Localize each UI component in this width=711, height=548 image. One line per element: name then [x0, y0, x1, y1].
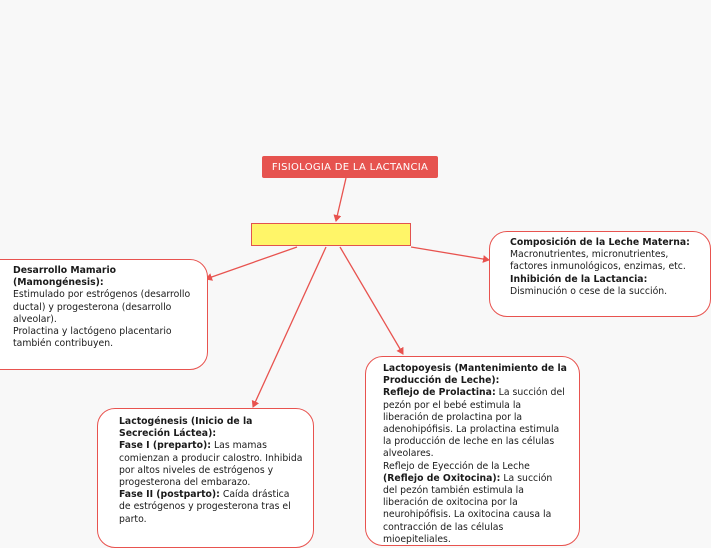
- node-text: Prolactina y lactógeno placentario también contribuyen.: [13, 326, 172, 350]
- node-text: La succión del pezón por el bebé estimula la liberación de prolactina por la adenohipófisis. La prolactina estimula la producción de leche en las células alveolares.: [383, 387, 565, 460]
- node-text: La succión del pezón también estimula la liberación de oxitocina por la neurohipófisis. La oxitocina causa la contracción de las células mioepiteliales.: [383, 472, 553, 545]
- node-desarrollo-mamario[interactable]: [0, 259, 208, 370]
- node-heading: Desarrollo Mamario (Mamongénesis):: [13, 265, 117, 289]
- main-title-node[interactable]: FISIOLOGIA DE LA LACTANCIA: [262, 156, 438, 178]
- connector-center-composicion: [411, 247, 489, 260]
- node-paragraph: [383, 473, 569, 546]
- central-node[interactable]: [251, 223, 411, 246]
- node-lactopoyesis[interactable]: [365, 356, 580, 546]
- reflex-label: (Reflejo de Oxitocina):: [383, 472, 501, 484]
- connector-title-center: [336, 178, 346, 221]
- node-heading: Composición de la Leche Materna:: [510, 237, 690, 248]
- node-text: Las mamas comienzan a producir calostro. Inhibida por altos niveles de estrógenos y progesterona del embarazo.: [119, 440, 303, 489]
- node-text: Reflejo de Eyección de la Leche: [383, 460, 530, 472]
- reflex-label: Reflejo de Prolactina:: [383, 387, 496, 399]
- node-heading: Inhibición de la Lactancia:: [510, 273, 648, 285]
- node-lactogenesis[interactable]: [97, 408, 314, 548]
- connector-center-desarrollo: [206, 247, 297, 279]
- node-text: Disminución o cese de la succión.: [510, 285, 668, 297]
- connector-center-lactogenesis: [253, 247, 326, 407]
- node-heading: Lactogénesis (Inicio de la Secreción Láctea):: [119, 416, 253, 440]
- phase-label: Fase II (postparto):: [119, 489, 220, 501]
- node-text: Estimulado por estrógenos (desarrollo ductal) y progesterona (desarrollo alveolar).: [13, 289, 191, 325]
- connector-center-lactopoyesis: [340, 247, 403, 354]
- node-paragraph: [119, 440, 303, 489]
- node-paragraph: [119, 489, 303, 526]
- node-text: Caída drástica de estrógenos y progesterona tras el parto.: [119, 489, 291, 525]
- node-paragraph: [383, 387, 569, 460]
- phase-label: Fase I (preparto):: [119, 440, 211, 452]
- node-heading: Lactopoyesis (Mantenimiento de la Producción de Leche):: [383, 363, 567, 387]
- node-text: Macronutrientes, micronutrientes, factores inmunológicos, enzimas, etc.: [510, 249, 686, 273]
- node-composicion-leche[interactable]: [489, 231, 711, 317]
